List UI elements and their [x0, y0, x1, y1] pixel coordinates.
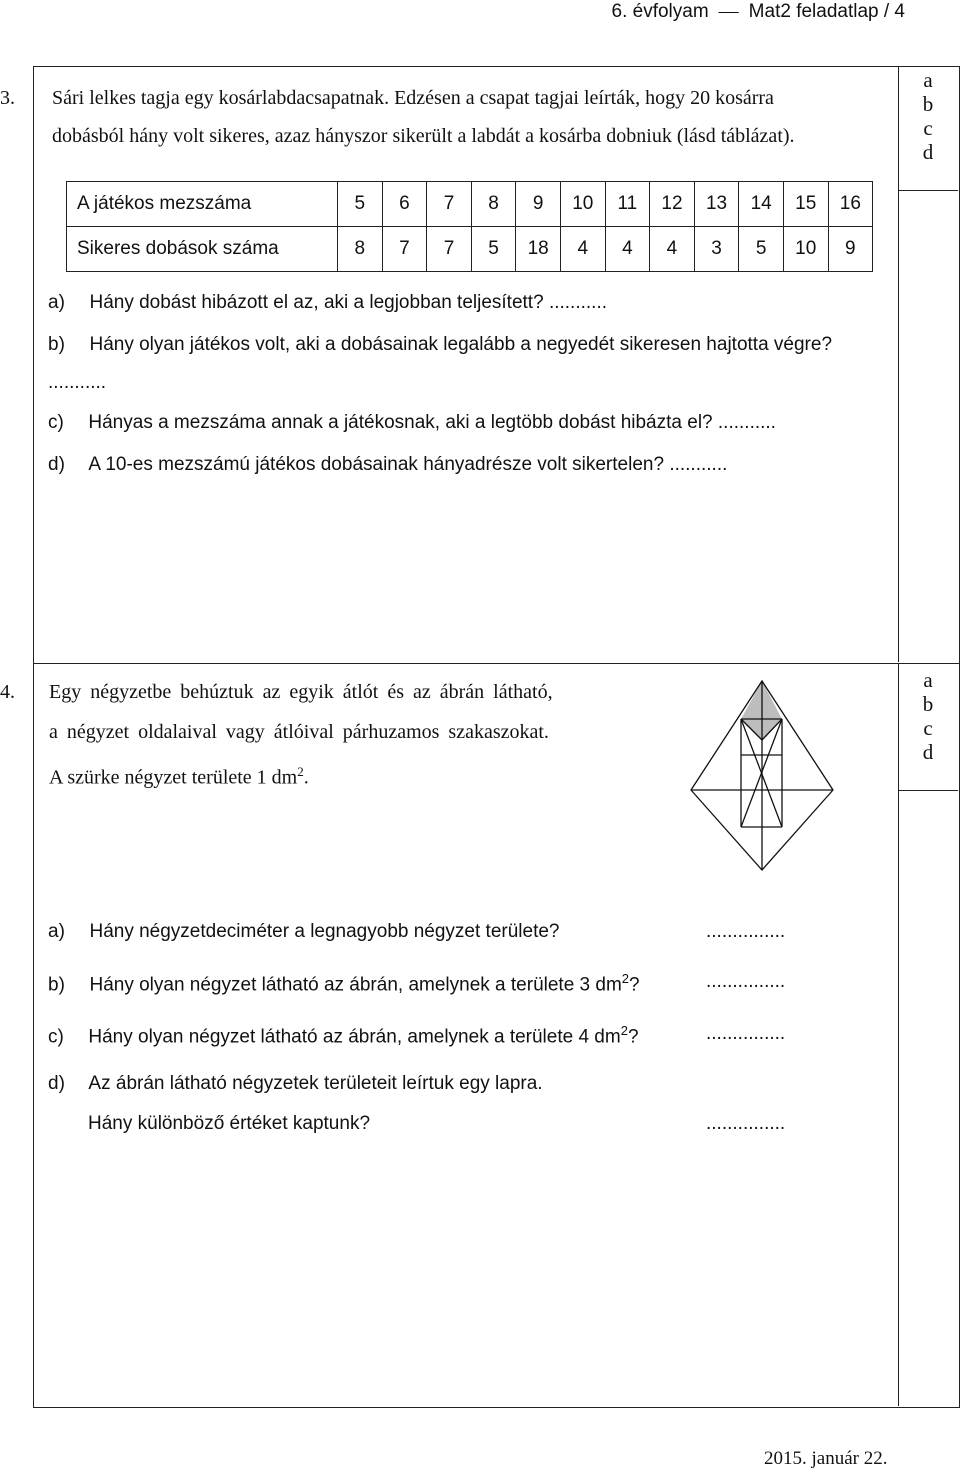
table-cell: 12 [650, 182, 695, 227]
table-cell: 18 [516, 227, 561, 272]
question-text: Hány dobást hibázott el az, aki a legjobban teljesített? [89, 292, 544, 313]
task3-frame [33, 66, 960, 664]
table-cell: 5 [471, 227, 516, 272]
task3-question-a [48, 292, 607, 314]
question-text: A 10-es mezszámú játékos dobásainak hányadrésze volt sikertelen? [88, 454, 665, 475]
table-cell: 7 [382, 227, 427, 272]
shots-table [66, 181, 873, 272]
question-letter: b) [48, 334, 65, 355]
header-prefix: 6. évfolyam [611, 1, 709, 22]
table-cell: 15 [783, 182, 828, 227]
question-letter: c) [48, 1026, 64, 1048]
table-cell: 9 [516, 182, 561, 227]
task4-content-divider [898, 663, 899, 1406]
task3-score-marks [898, 68, 958, 164]
task3-intro-line1: Sári lelkes tagja egy kosárlabdacsapatnak. Edzésen a csapat tagjai leírták, hogy 20 kosárra [52, 87, 774, 109]
table-row [67, 182, 873, 227]
answer-dots: ........... [669, 454, 728, 475]
task3-marks-bottom [898, 190, 958, 191]
mark-b: b [922, 92, 934, 116]
question-letter: b) [48, 974, 65, 996]
task4-number: 4. [0, 681, 15, 703]
mark-d: d [922, 140, 934, 164]
task4-question-c: c) Hány olyan négyzet látható az ábrán, amelynek a területe 4 $dm^2$? [48, 1023, 639, 1048]
question-text: Az ábrán látható négyzetek területeit leírtuk egy lapra. [88, 1073, 543, 1094]
question-text: Hány olyan játékos volt, aki a dobásainak legalább a negyedét sikeresen hajtotta végre? [89, 334, 833, 355]
question-text: Hány olyan négyzet látható az ábrán, amelynek a területe 4 dm [88, 1026, 621, 1048]
task4-intro-line2: a négyzet oldalaival vagy átlóival párhuzamos szakaszokat. [49, 721, 549, 743]
table-cell: 4 [605, 227, 650, 272]
table-cell: 4 [560, 227, 605, 272]
task3-number: 3. [0, 87, 15, 109]
mark-d: d [922, 740, 934, 764]
task4-answer-dots-c: ............... [706, 1023, 786, 1044]
task3-question-b [48, 334, 832, 356]
header-title: Mat2 feladatlap / 4 [748, 1, 905, 22]
table-cell: 7 [427, 227, 472, 272]
table-cell: 5 [338, 182, 383, 227]
table-cell: 14 [739, 182, 784, 227]
row-label-jersey: A játékos mezszáma [67, 182, 338, 227]
table-cell: 8 [471, 182, 516, 227]
answer-dots: ........... [548, 292, 608, 313]
table-cell: 13 [694, 182, 739, 227]
mark-a: a [923, 68, 933, 92]
table-cell: 5 [739, 227, 784, 272]
question-text: Hány olyan négyzet látható az ábrán, amelynek a területe 3 dm [89, 974, 622, 996]
task4-question-d [48, 1073, 543, 1095]
table-cell: 3 [694, 227, 739, 272]
task4-answer-dots-a: ............... [706, 921, 786, 942]
task3-number-divider [33, 66, 34, 662]
table-cell: 10 [560, 182, 605, 227]
question-letter: a) [48, 921, 65, 942]
question-text: Hányas a mezszáma annak a játékosnak, aki a legtöbb dobást hibázta el? [88, 412, 713, 433]
page-header: 6. évfolyam — Mat2 feladatlap / 4 [611, 0, 905, 22]
question-letter: c) [48, 412, 64, 433]
footer-date: 2015. január 22. [764, 1448, 888, 1469]
table-cell: 4 [650, 227, 695, 272]
table-cell: 8 [338, 227, 383, 272]
task4-intro-line1: Egy négyzetbe behúztuk az egyik átlót és az ábrán látható, [49, 681, 553, 703]
answer-dots: ........... [717, 412, 776, 433]
task3-intro-line2: dobásból hány volt sikeres, azaz hányszor sikerült a labdát a kosárba dobniuk (lásd táblázat). [52, 125, 795, 147]
question-letter: d) [48, 454, 65, 475]
task3-question-d [48, 454, 727, 476]
table-cell: 10 [783, 227, 828, 272]
task4-score-marks [898, 668, 958, 764]
task4-intro-line3: A szürke négyzet területe 1 $dm^2$. [49, 764, 309, 789]
table-cell: 16 [828, 182, 873, 227]
mark-c: c [923, 716, 933, 740]
question-letter: a) [48, 292, 65, 313]
table-cell: 7 [427, 182, 472, 227]
task4-answer-dots-d: ............... [706, 1113, 786, 1134]
table-cell: 9 [828, 227, 873, 272]
task4-question-b: b) Hány olyan négyzet látható az ábrán, amelynek a területe 3 $dm^2$? [48, 971, 640, 996]
mark-b: b [922, 692, 934, 716]
task3-question-b-dots: ........... [48, 372, 107, 393]
squares-figure [690, 676, 840, 876]
task4-question-d-line2: Hány különböző értéket kaptunk? [88, 1113, 371, 1134]
table-cell: 6 [382, 182, 427, 227]
table-cell: 11 [605, 182, 650, 227]
mark-c: c [923, 116, 933, 140]
mark-a: a [923, 668, 933, 692]
task4-marks-bottom [898, 790, 958, 791]
question-letter: d) [48, 1073, 65, 1094]
row-label-shots: Sikeres dobások száma [67, 227, 338, 272]
task4-question-a [48, 921, 560, 943]
table-row [67, 227, 873, 272]
task4-answer-dots-b: ............... [706, 971, 786, 992]
task3-question-c [48, 412, 776, 434]
question-text: Hány négyzetdeciméter a legnagyobb négyzet területe? [89, 921, 560, 942]
